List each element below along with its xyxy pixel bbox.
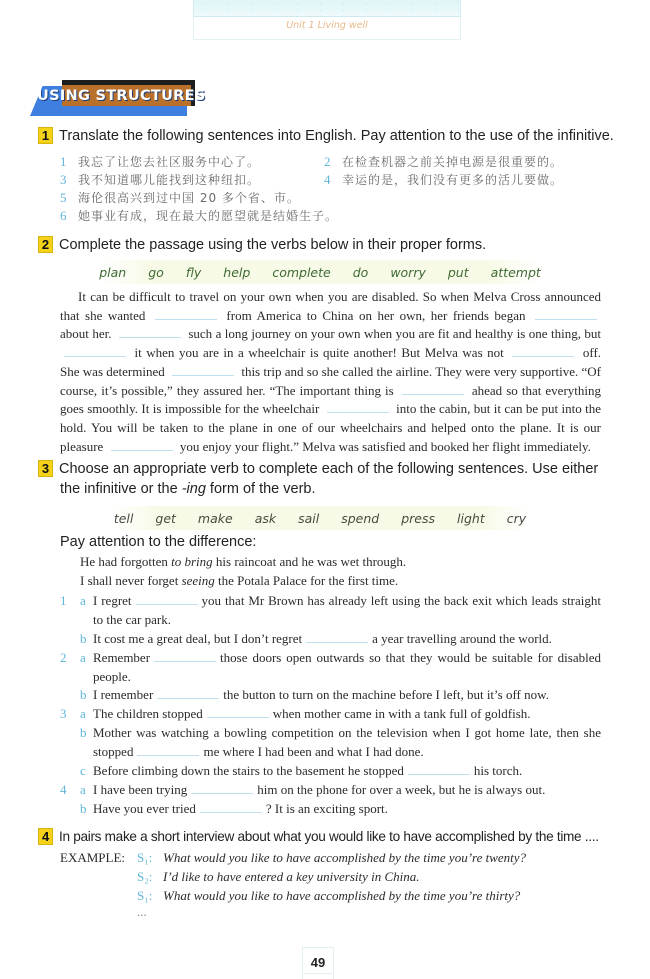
word-bank-item: spend <box>341 510 380 526</box>
item-text: ? It is an exciting sport. <box>265 801 388 816</box>
dialogue-line: I’d like to have entered a key university in China. <box>163 869 420 884</box>
answer-blank[interactable] <box>402 384 464 395</box>
exercise-1-heading <box>38 127 614 144</box>
exercise-4-heading <box>38 828 599 845</box>
item-number: 1 <box>60 593 67 608</box>
word-bank-item: put <box>447 264 469 280</box>
passage-text: about her. <box>60 326 112 342</box>
answer-blank[interactable] <box>119 327 181 338</box>
page-number-box <box>302 947 334 979</box>
item-number: 4 <box>60 782 67 797</box>
header-decoration <box>193 0 461 16</box>
translation-item: 5 海伦很高兴到过中国 20 多个省、市。 <box>60 190 300 205</box>
exercise-item <box>93 781 601 800</box>
exercise-number-badge: 3 <box>38 460 53 477</box>
answer-blank[interactable] <box>137 745 199 756</box>
answer-blank[interactable] <box>172 365 234 376</box>
answer-blank[interactable] <box>408 764 470 775</box>
item-letter: b <box>80 801 87 816</box>
running-head-title: Unit 1 Living well <box>286 20 368 31</box>
passage <box>60 288 601 456</box>
instruction-text: the infinitive or the <box>60 481 182 497</box>
item-text: Remember <box>93 650 151 665</box>
exercise-item <box>93 705 601 724</box>
speaker-label: S₁: <box>137 888 153 903</box>
item-text: a year travelling around the world. <box>372 631 552 646</box>
passage-text: you enjoy your flight.” Melva was satisfied and booked her flight immediately. <box>179 438 591 454</box>
item-text: Mother was watching a bowling competition on the television when I got home late, then she stopped <box>93 725 601 759</box>
dialogue-line: What would you like to have accomplished by the time you’re thirty? <box>163 888 521 903</box>
running-header <box>193 16 461 40</box>
instruction-text: form of the verb. <box>205 481 316 497</box>
item-text: his torch. <box>473 763 523 778</box>
answer-blank[interactable] <box>111 440 173 451</box>
word-bank-item: go <box>148 264 164 280</box>
word-bank <box>100 260 540 284</box>
example-italic: to bring <box>171 554 213 569</box>
exercise-1-instruction: Translate the following sentences into English. Pay attention to the use of the infinitive. <box>59 127 614 144</box>
item-text: you that Mr Brown has already left using the back exit which leads straight to the car park. <box>93 593 602 627</box>
word-bank-item: ask <box>254 510 277 526</box>
item-letter: a <box>80 593 86 608</box>
translation-item: 4 幸运的是，我们没有更多的活儿要做。 <box>324 172 564 187</box>
item-text: Before climbing down the stairs to the basement he stopped <box>93 763 404 778</box>
word-bank-item: worry <box>390 264 426 280</box>
section-banner <box>30 80 206 116</box>
item-text: The children stopped <box>93 706 203 721</box>
passage-text: this trip and so she called the airline. They were very supportive. “Of course, it’s possible,” they assured her. “The important thing is <box>60 363 601 398</box>
item-text: when mother came in with a tank full of goldfish. <box>272 706 531 721</box>
answer-blank[interactable] <box>136 594 198 605</box>
word-bank-item: help <box>223 264 251 280</box>
exercise-item <box>93 649 601 686</box>
example-italic: seeing <box>181 573 215 588</box>
passage-text: off. She was determined <box>60 345 602 379</box>
ellipsis: ... <box>137 904 147 919</box>
example-label: EXAMPLE: <box>60 850 125 865</box>
item-text: the button to turn on the machine before I left, but it’s off now. <box>223 687 549 702</box>
passage-text: into the cabin, but it can be put into the hold. You will be taken to the plane in one of our wheelchairs and helped onto the plane. It is our pleasure <box>60 401 602 454</box>
item-letter: a <box>80 706 86 721</box>
item-text: It cost me a great deal, but I don’t regret <box>93 631 303 646</box>
exercise-item <box>93 724 601 761</box>
translation-item: 6 她事业有成，现在最大的愿望就是结婚生子。 <box>60 208 339 223</box>
exercise-item <box>93 800 601 819</box>
difference-note: Pay attention to the difference: <box>60 534 257 550</box>
exercise-number-badge: 4 <box>38 828 53 845</box>
answer-blank[interactable] <box>327 402 389 413</box>
item-letter: b <box>80 631 87 646</box>
item-text: I remember <box>93 687 154 702</box>
exercise-3-instruction-cont <box>60 481 316 497</box>
example-sentence <box>80 554 406 570</box>
exercise-item <box>93 762 601 781</box>
section-title: USING STRUCTURES <box>37 88 206 104</box>
item-letter: c <box>80 763 86 778</box>
answer-blank[interactable] <box>154 651 216 662</box>
item-text: Have you ever tried <box>93 801 196 816</box>
exercise-2-instruction: Complete the passage using the verbs below in their proper forms. <box>59 236 487 253</box>
answer-blank[interactable] <box>157 688 219 699</box>
word-bank-item: get <box>155 510 176 526</box>
word-bank-item: complete <box>272 264 331 280</box>
exercise-item <box>93 686 601 705</box>
word-bank-item: light <box>457 510 485 526</box>
item-letter: b <box>80 725 87 740</box>
answer-blank[interactable] <box>207 707 269 718</box>
item-number: 3 <box>60 706 67 721</box>
dialogue-line: What would you like to have accomplished by the time you’re twenty? <box>163 850 527 865</box>
exercise-item <box>93 592 601 629</box>
exercise-number-badge: 2 <box>38 236 53 253</box>
answer-blank[interactable] <box>155 309 217 320</box>
speaker-label: S₁: <box>137 850 153 865</box>
answer-blank[interactable] <box>512 346 574 357</box>
exercise-4-instruction: In pairs make a short interview about what you would like to have accomplished by the time .... <box>59 829 599 844</box>
answer-blank[interactable] <box>535 309 597 320</box>
passage-text: from America to China on her own, her friends began <box>226 307 526 323</box>
translation-item: 1 我忘了让您去社区服务中心了。 <box>60 154 261 169</box>
example-text: I shall never forget <box>80 573 182 588</box>
word-bank-item: plan <box>99 264 127 280</box>
page-number: 49 <box>310 955 326 970</box>
example-text: He had forgotten <box>80 554 172 569</box>
exercise-item <box>93 630 601 649</box>
passage-text: It can be difficult to travel on your own when you are disabled. So when Melva Cross announced that she wanted <box>60 289 601 323</box>
exercise-3-instruction: Choose an appropriate verb to complete each of the following sentences. Use either <box>59 460 599 477</box>
passage-text: such a long journey on your own when you are fit and healthy is one thing, but <box>188 326 602 342</box>
speaker-label: S₂: <box>137 869 153 884</box>
answer-blank[interactable] <box>200 802 262 813</box>
example-text: his raincoat and he was wet through. <box>212 554 407 569</box>
instruction-italic: -ing <box>181 481 206 497</box>
word-bank-item: attempt <box>490 264 541 280</box>
word-bank-item: tell <box>113 510 134 526</box>
translation-item: 3 我不知道哪儿能找到这种纽扣。 <box>60 172 261 187</box>
answer-blank[interactable] <box>306 632 368 643</box>
item-text: I have been trying <box>93 782 188 797</box>
word-bank-item: do <box>352 264 369 280</box>
word-bank-item: make <box>197 510 233 526</box>
word-bank-item: sail <box>298 510 320 526</box>
passage-text: ahead so that everything goes smoothly. It is impossible for the wheelchair <box>60 382 602 417</box>
example-text: the Potala Palace for the first time. <box>214 573 399 588</box>
item-letter: a <box>80 782 86 797</box>
word-bank <box>110 506 530 530</box>
answer-blank[interactable] <box>64 346 126 357</box>
exercise-number-badge: 1 <box>38 127 53 144</box>
item-text: I regret <box>93 593 132 608</box>
word-bank-item: fly <box>185 264 202 280</box>
item-text: me where I had been and what I had done. <box>203 743 424 759</box>
item-letter: a <box>80 650 86 665</box>
item-text: him on the phone for over a week, but he is always out. <box>257 782 546 797</box>
item-text: those doors open outwards so that they would be suitable for disabled people. <box>93 650 601 684</box>
item-letter: b <box>80 687 87 702</box>
exercise-2-heading <box>38 236 486 253</box>
example-sentence <box>80 573 398 589</box>
item-number: 2 <box>60 650 67 665</box>
word-bank-item: cry <box>506 510 527 526</box>
exercise-3-heading <box>38 460 598 477</box>
passage-text: it when you are in a wheelchair is quite another! But Melva was not <box>134 345 504 361</box>
answer-blank[interactable] <box>191 783 253 794</box>
word-bank-item: press <box>401 510 436 526</box>
translation-item: 2 在检查机器之前关掉电源是很重要的。 <box>324 154 564 169</box>
